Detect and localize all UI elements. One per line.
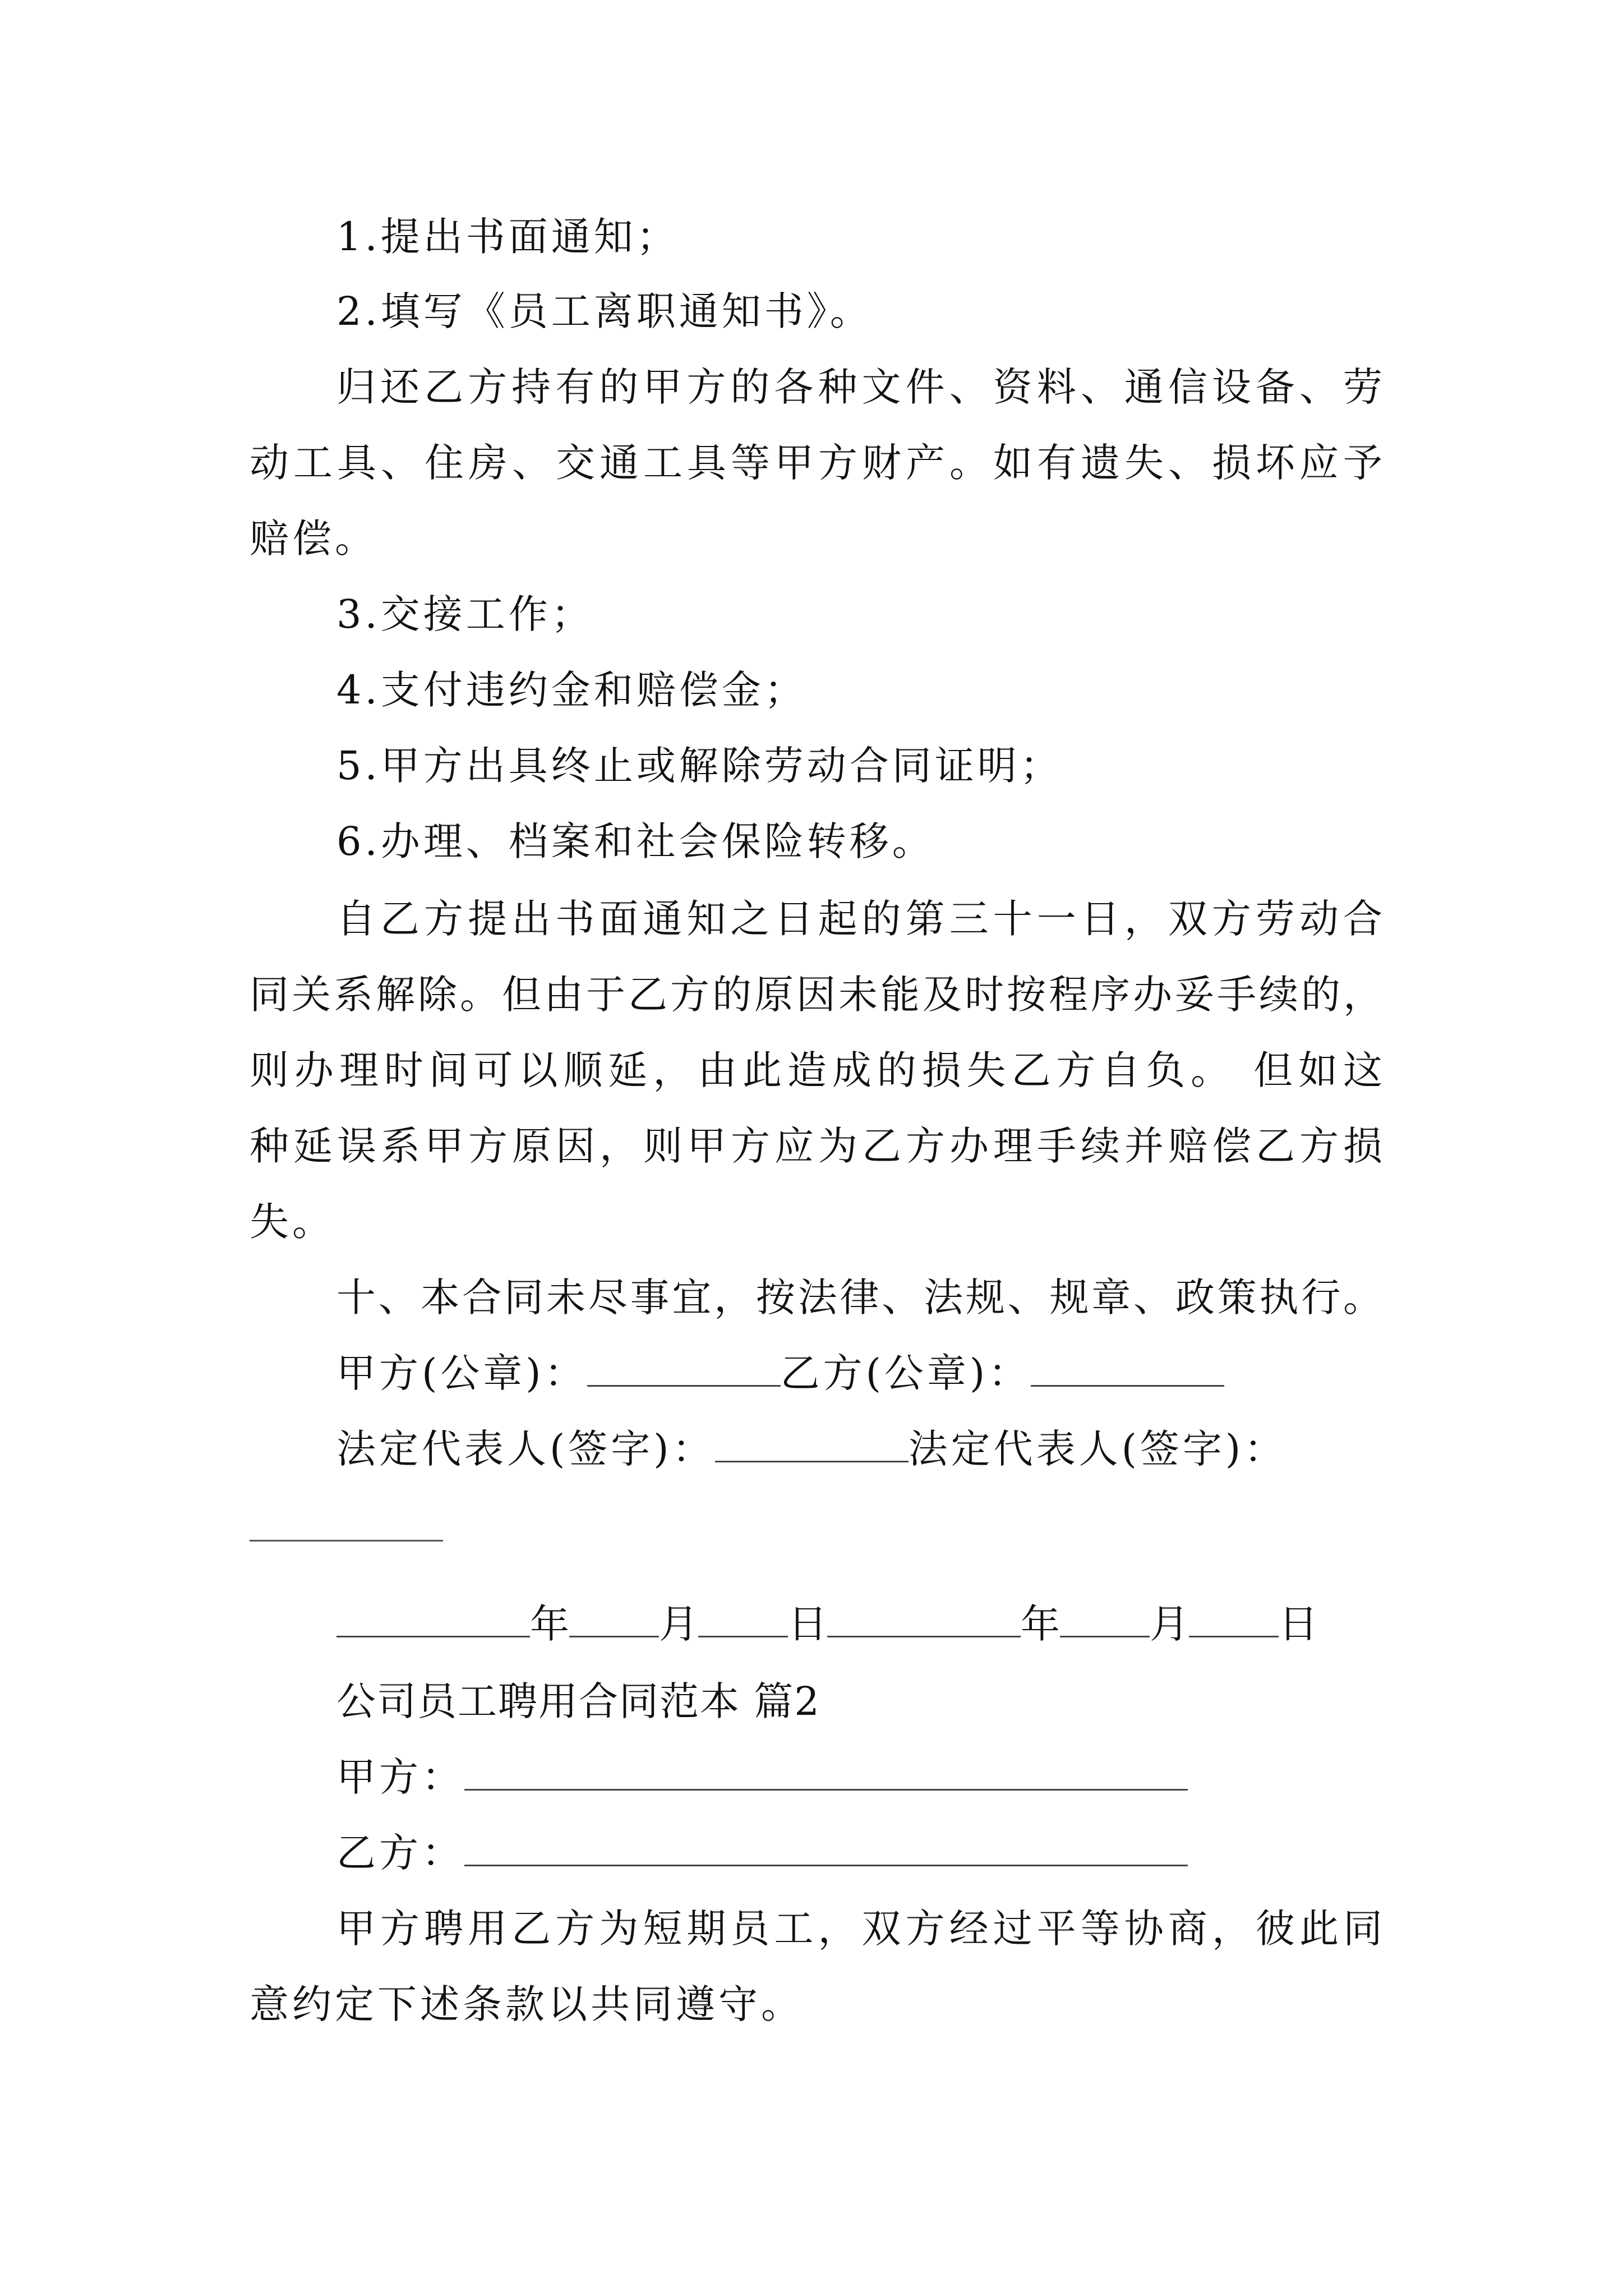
section-2-party-a-blank[interactable] [464,1750,1188,1791]
termination-line-5: 失。 [250,1199,335,1245]
seal-row [336,1345,1224,1401]
paragraph-item-1: 1.提出书面通知； [336,214,679,260]
date-a-year-blank[interactable] [336,1596,530,1637]
rep-a-blank[interactable] [715,1421,909,1462]
date-b-month-blank[interactable] [1060,1596,1150,1637]
termination-line-4: 种延误系甲方原因，则甲方应为乙方办理手续并赔偿乙方损 [250,1123,1382,1169]
rep-b-label: 法定代表人(签字)： [908,1426,1287,1472]
date-b-day-blank[interactable] [1189,1596,1279,1637]
section-2-party-b-label: 乙方： [336,1830,464,1876]
date-row [336,1596,1318,1652]
return-property-line-1: 归还乙方持有的甲方的各种文件、资料、通信设备、劳 [336,364,1382,410]
party-b-seal-label: 乙方(公章)： [780,1350,1031,1396]
date-b-year-blank[interactable] [827,1596,1021,1637]
party-b-seal-blank[interactable] [1031,1346,1224,1387]
section-2-party-b-blank[interactable] [464,1825,1188,1866]
paragraph-item-5: 5.甲方出具终止或解除劳动合同证明； [336,743,1063,789]
section-2-party-a-label: 甲方： [336,1754,464,1800]
return-property-line-2: 动工具、住房、交通工具等甲方财产。如有遗失、损坏应予 [250,440,1382,486]
paragraph-item-3: 3.交接工作； [336,591,594,637]
termination-line-3: 则办理时间可以顺延，由此造成的损失乙方自负。 但如这 [250,1047,1382,1093]
termination-line-2: 同关系解除。但由于乙方的原因未能及时按程序办妥手续的， [250,972,1382,1018]
paragraph-item-2: 2.填写《员工离职通知书》。 [336,288,873,334]
return-property-line-3: 赔偿。 [250,516,377,562]
date-b-month-label: 月 [1150,1601,1189,1647]
date-b-year-label: 年 [1021,1601,1060,1647]
date-b-day-label: 日 [1279,1601,1318,1647]
paragraph-item-4: 4.支付违约金和赔偿金； [336,667,807,713]
party-a-seal-blank[interactable] [587,1346,781,1387]
party-a-seal-label: 甲方(公章)： [336,1350,587,1396]
clause-ten: 十、本合同未尽事宜，按法律、法规、规章、政策执行。 [336,1274,1382,1320]
paragraph-item-6: 6.办理、档案和社会保险转移。 [336,818,935,864]
rep-a-label: 法定代表人(签字)： [336,1426,715,1472]
date-a-day-blank[interactable] [698,1596,788,1637]
rep-row [336,1421,1287,1477]
rep-b-blank[interactable] [250,1540,443,1542]
date-a-year-label: 年 [530,1601,569,1647]
section-2-title: 公司员工聘用合同范本 篇2 [336,1678,820,1724]
section-2-intro-line-1: 甲方聘用乙方为短期员工，双方经过平等协商，彼此同 [336,1906,1382,1952]
section-2-intro-line-2: 意约定下述条款以共同遵守。 [250,1981,804,2027]
date-a-day-label: 日 [788,1601,827,1647]
section-2-party-a-row [336,1749,1188,1805]
section-2-party-b-row [336,1825,1188,1881]
date-a-month-blank[interactable] [569,1596,659,1637]
termination-line-1: 自乙方提出书面通知之日起的第三十一日，双方劳动合 [336,896,1382,942]
date-a-month-label: 月 [659,1601,698,1647]
